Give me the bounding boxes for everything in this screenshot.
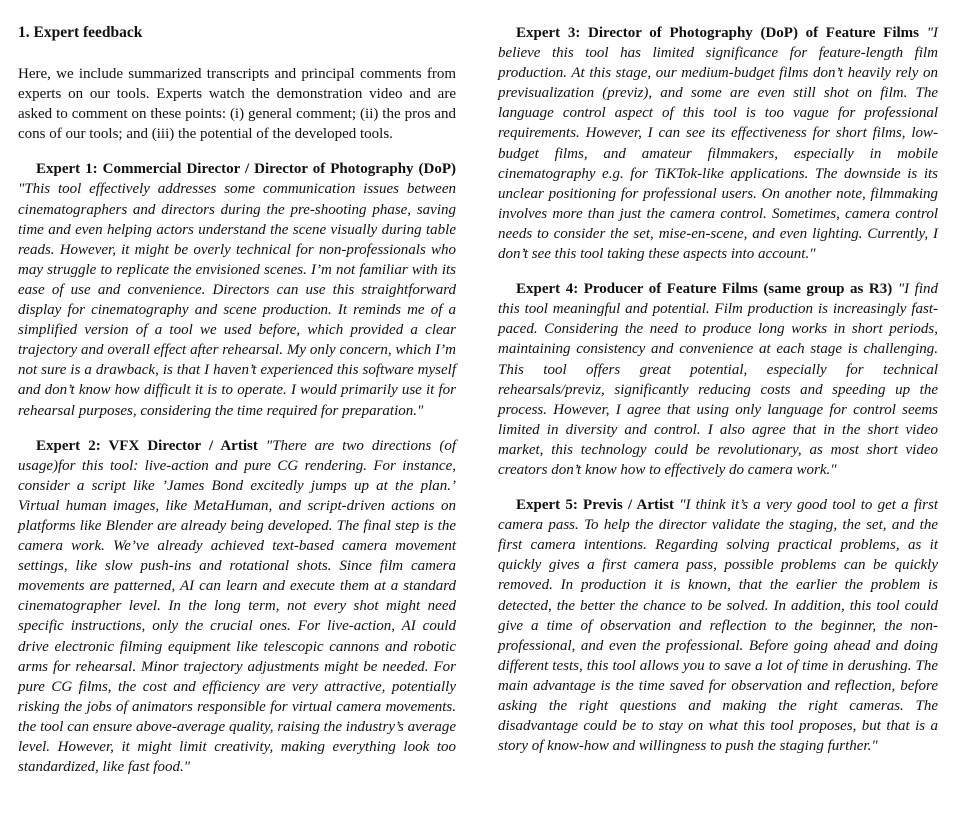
left-column xyxy=(18,0,456,777)
expert-1-paragraph xyxy=(18,159,456,420)
expert-3-quote: "I believe this tool has limited significance for feature-length film production. At this stage, our medium-budget films don’t heavily rely on previsualization (previz), and some are even still shot on film. The language control aspect of this tool is too vague for professional requirements. However, I can see its effectiveness for short films, low-budget films, and amateur filmmakers, especially in mobile cinematography e.g. for TiKTok-like applications. The downside is its unclear positioning for professional users. On another note, filmmaking involves more than just the camera control. Sometimes, camera control needs to consider the set, mise-en-scene, and even lighting. Currently, I don’t see this tool taking these aspects into account." xyxy=(498,25,939,263)
expert-1-quote: "This tool effectively addresses some communication issues between cinematographers and directors during the pre-shooting phase, saving time and even helping actors understand the scene visually during table reads. However, it might be overly technical for non-professionals who may struggle to replicate the envisioned scenes. I’m not familiar with its ease of use and convenience. Directors can use this straightforward display for cinematography and scene production. It reminds me of a simplified version of a tool we used before, which provided a clear trajectory and overall effect after rehearsal. My only concern, which I’m not sure is a drawback, is that I haven’t experienced this software myself and don’t know how difficult it is to operate. I would primarily use it for rehearsal purposes, considering the time required for preparation." xyxy=(18,181,456,419)
expert-3-paragraph xyxy=(498,23,938,264)
expert-4-paragraph xyxy=(498,279,938,480)
expert-1-label: Expert 1: Commercial Director / Director of Photography (DoP) xyxy=(36,161,456,178)
intro-paragraph: Here, we include summarized transcripts and principal comments from experts on our tools. Experts watch the demonstration video and are asked to comment on these points: (i) general comment; (ii) the pros and cons of our tools; and (iii) the potential of the developed tools. xyxy=(18,66,456,143)
expert-2-paragraph xyxy=(18,436,456,778)
expert-5-quote: "I think it’s a very good tool to get a first camera pass. To help the director validate the staging, the set, and the first camera intentions. Regarding solving practical problems, as it quickly gives a first camera pass, possible problems can be quickly removed. In production it is known, that the earlier the problem is detected, the better the chance to be solved. In addition, this tool could give a time of observation and reflection to the beginner, the non-professional, and even the professional. Before going ahead and doing different tests, this tool allows you to save a lot of time in derushing. The main advantage is the time saved for observation and reflection, before asking the right questions and making the right cameras. The disadvantage could be to stay on what this tool proposes, but that is a story of know-how and willingness to push the staging further." xyxy=(498,497,938,755)
expert-4-label: Expert 4: Producer of Feature Films (same group as R3) xyxy=(516,281,893,298)
expert-4-quote: "I find this tool meaningful and potential. Film production is increasingly fast-paced. Considering the need to produce long works in short periods, maintaining consistency and convenience at each stage is challenging. This tool offers great potential, especially for technical rehearsals/previz, significantly reducing costs and speeding up the process. However, I agree that using only language for control seems limited in diversity and control. I also agree that in the short video market, this technology could be revolutionary, as most short video creators don’t know how to effectively do camera work." xyxy=(498,281,938,478)
right-column xyxy=(498,0,938,756)
expert-2-label: Expert 2: VFX Director / Artist xyxy=(36,437,258,454)
expert-5-label: Expert 5: Previs / Artist xyxy=(516,497,674,514)
expert-5-paragraph xyxy=(498,495,938,756)
expert-2-quote: "There are two directions (of usage)for this tool: live-action and pure CG rendering. For instance, consider a script like ’James Bond excitedly jumps up at the plan.’ Virtual human images, like MetaHuman, and script-driven actions on platforms like Blender are already being developed. The final step is the camera work. We’ve already achieved text-based camera movement settings, like slow push-ins and rotational shots. Since film camera movements are patterned, AI can learn and execute them at a standard cinematographer level. In the long term, not every shot might need specific instructions, only the crucial ones. For live-action, AI could drive electronic filming equipment like telescopic cannons and robotic arms for rehearsal. Minor trajectory adjustments might be needed. For pure CG films, the cost and efficiency are very attractive, potentially risking the jobs of animators responsible for virtual camera movements. the tool can ensure above-average quality, raising the industry’s average level. However, it might limit creativity, making everything look too standardized, like fast food." xyxy=(18,437,457,776)
section-title: 1. Expert feedback xyxy=(18,24,143,41)
expert-3-label: Expert 3: Director of Photography (DoP) of Feature Films xyxy=(516,25,920,41)
